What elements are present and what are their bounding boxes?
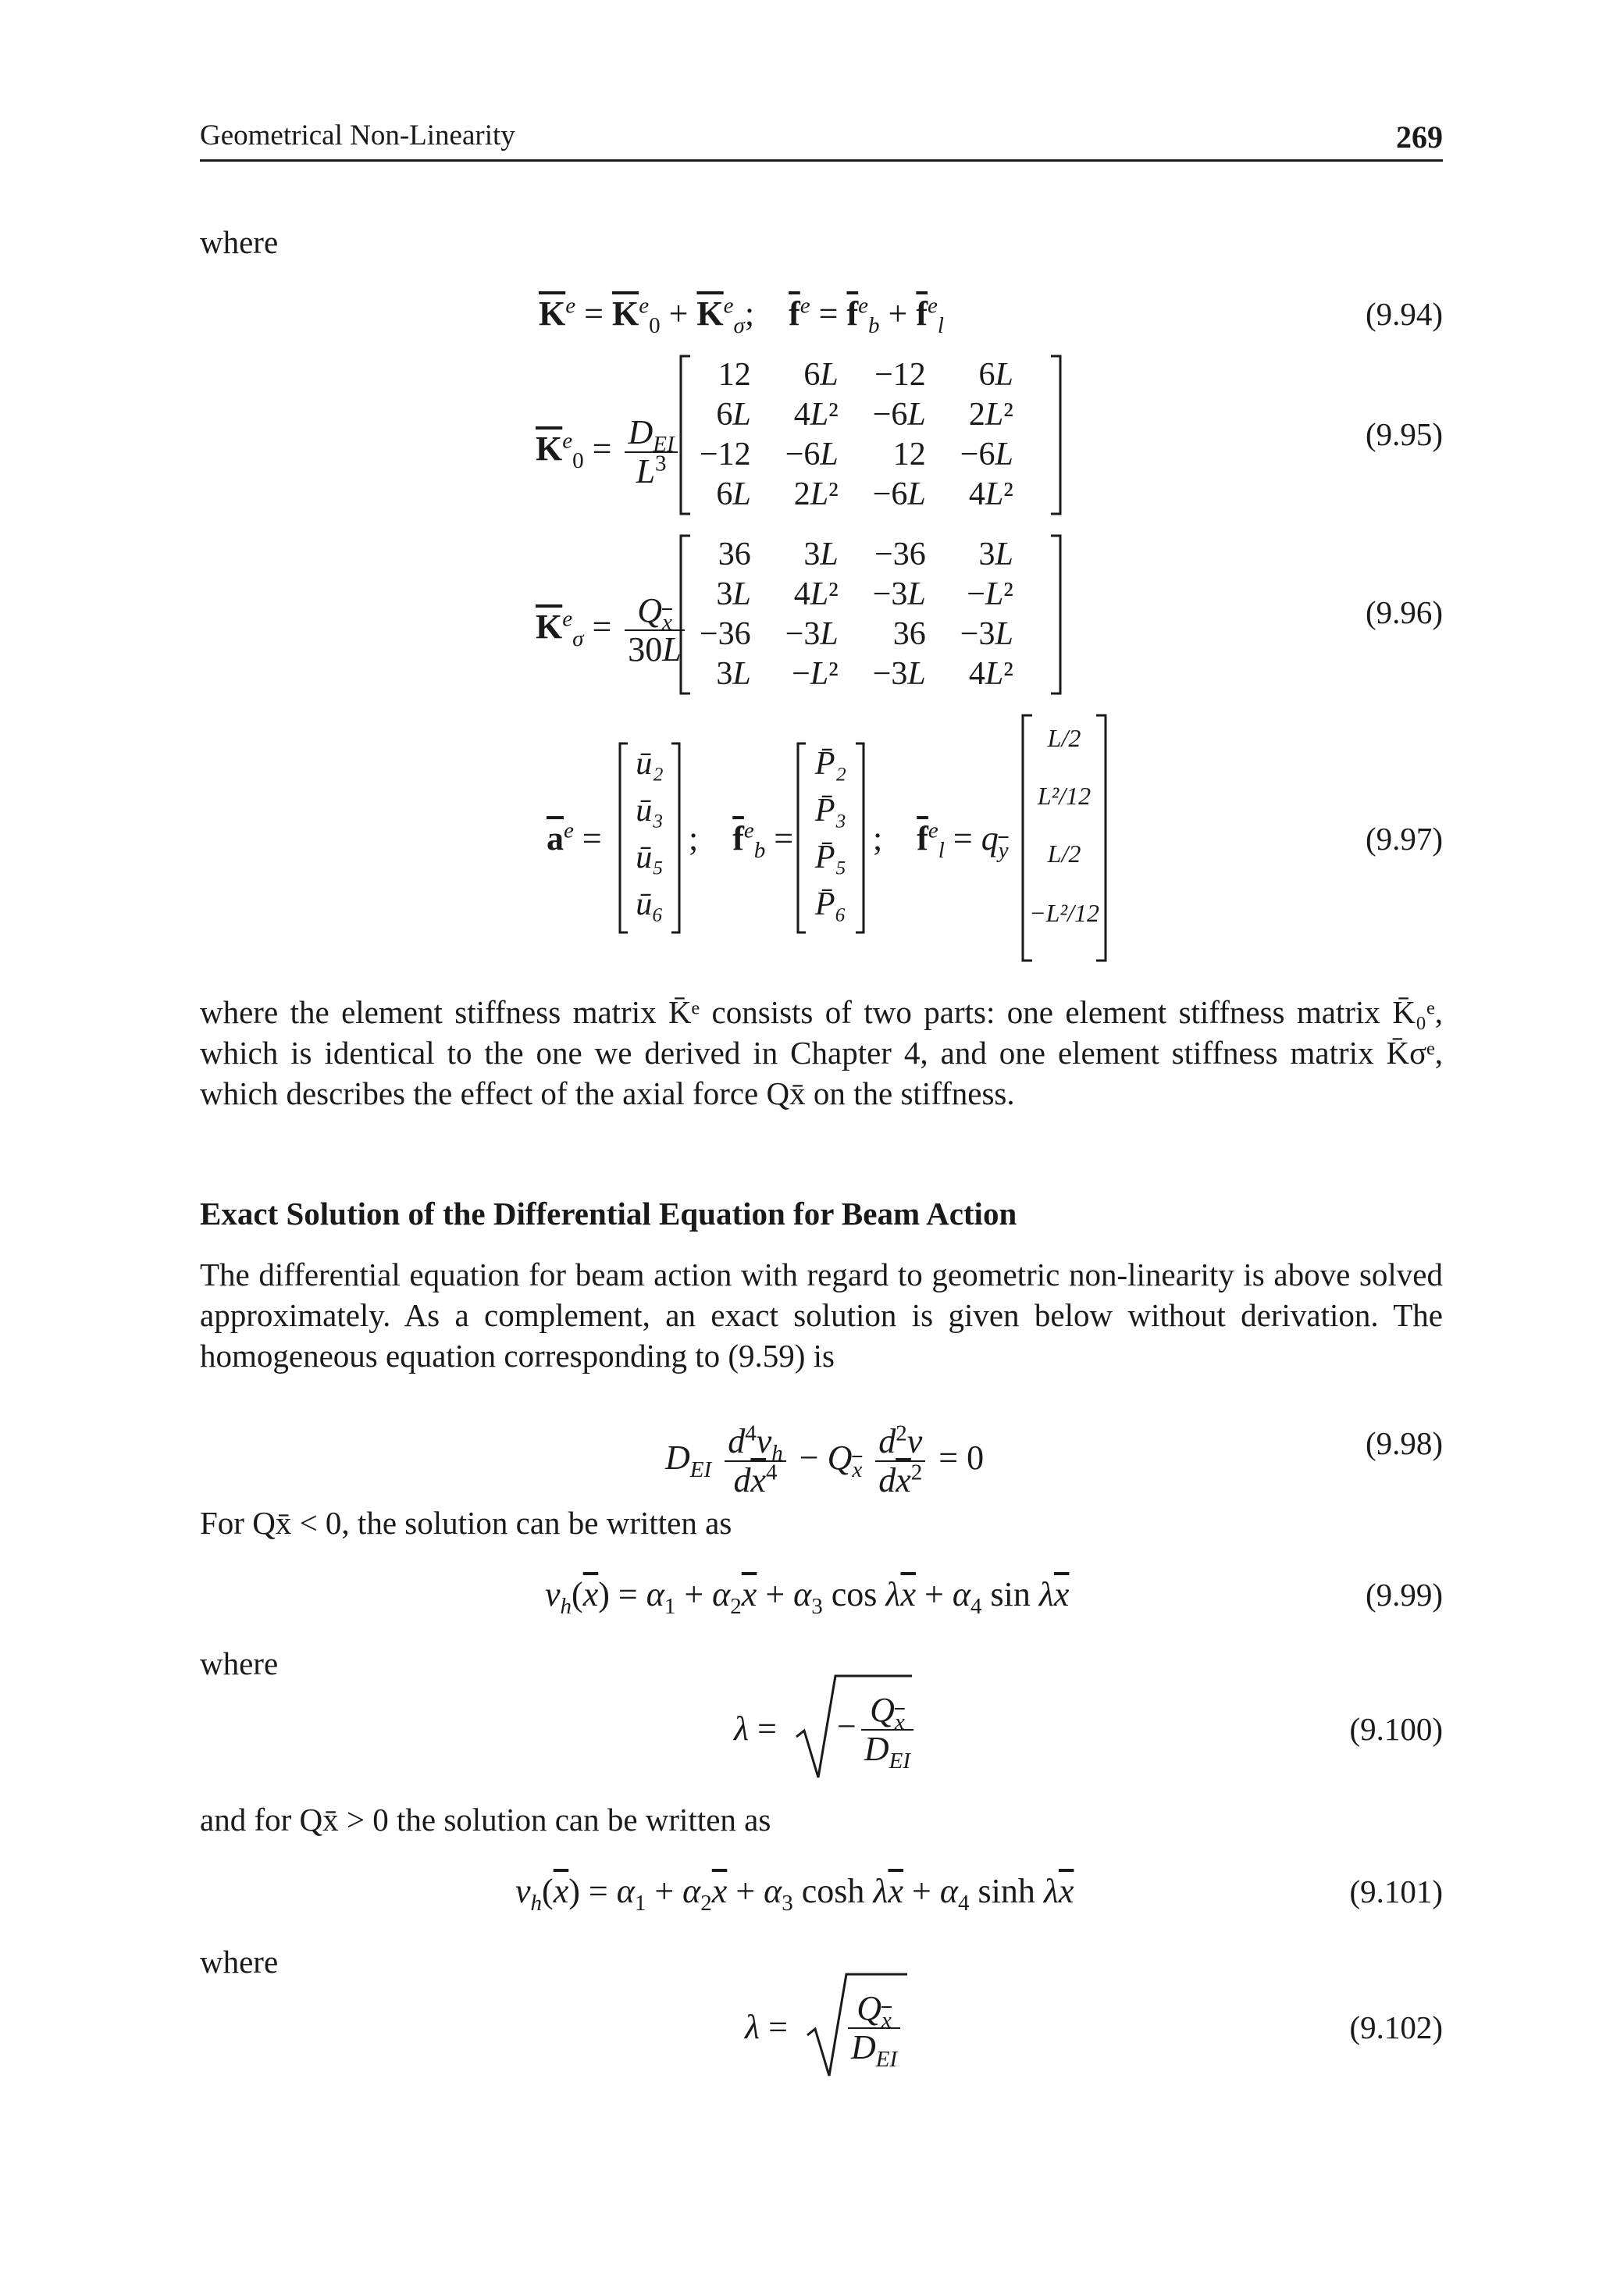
section-heading: Exact Solution of the Differential Equation for Beam Action [200,1196,1017,1232]
matrix-entry: 3L [716,656,751,692]
equation-number: (9.101) [1349,1874,1443,1909]
equation-number: (9.97) [1365,821,1443,857]
vector-entry: ū₆ [636,886,664,922]
paragraph: where the element stiffness matrix K̄ᵉ consists of two parts: one element stiffness matrix K̄₀ᵉ, which is identical to the one we derived in Chapter 4, and one element stiffness matrix K̄σᵉ, which describes the effect of the axial force Qx̄ on the stiffness. [200,994,1443,1111]
fl-vector-lhs: ; $\overline{f}^e_l = q_{\overline{y}}$ [873,818,1009,863]
a-vector-lhs: $\overline{a}^e$ = [547,818,602,857]
page-header [200,116,1443,162]
vector-entry: L/2 [1047,724,1081,752]
ks-matrix [679,533,1062,697]
matrix-entry: 6L [978,357,1013,393]
fb-vector-lhs: ; $\overline{f}^e_b$ = [689,818,794,863]
matrix-entry: 6L [716,397,751,433]
matrix-row [682,535,1031,575]
matrix-row [682,615,1031,654]
paragraph: and for Qx̄ > 0 the solution can be written as [200,1802,771,1838]
equation-9-102-lhs: λ = [745,2008,788,2046]
matrix-entry: 12 [892,437,926,472]
k0-lhs: $\overline{K}^e_0$ = $\frac{D_{EI}}{L^3}$ [536,414,682,490]
k0-entries [682,355,1031,515]
where-text: where [200,224,279,260]
matrix-row [682,435,1031,475]
equation-number: (9.94) [1365,296,1443,332]
vector-entry: L/2 [1047,840,1081,868]
equation-9-94: $\overline{K}^e = \overline{K}^e_0 + \overline{K}^e_\sigma$; $\overline{f}^e = \overline{f}^e_b + \overline{f}^e_l$ [539,293,944,338]
matrix-entry: 36 [718,537,751,572]
equation-9-98: $D_{EI}$ $\frac{d^4v_h}{d\overline{x}^4}$ − $Q_{\overline{x}}$ $\frac{d^2v}{d\overline{x}^2}$ = 0 [665,1421,985,1499]
matrix-entry: −3L [872,656,926,692]
fb-vector [796,740,865,936]
equation-number: (9.96) [1365,594,1443,630]
matrix-entry: −3L [872,576,926,612]
matrix-row [682,395,1031,435]
k0-matrix [679,353,1062,517]
matrix-entry: 3L [716,576,751,612]
matrix-entry: 2L² [793,476,839,512]
matrix-entry: 4L² [968,656,1013,692]
page-number: 269 [1396,119,1443,155]
equation-9-101: $v_h(\overline{x}) = \alpha_1 + \alpha_2\overline{x} + \alpha_3$ $\cosh \lambda\overline{x} + \alpha_4$ $\sinh \lambda\overline{x}$ [515,1872,1074,1916]
matrix-entry: −3L [785,616,839,652]
vector-entry: P̄₂ [814,746,847,782]
square-root: − $\frac{Q_{\overline{x}}}{D_{EI}}$ [795,1671,912,1781]
matrix-entry: −12 [700,437,751,472]
matrix-entry: 2L² [968,397,1013,433]
matrix-entry: −12 [874,357,926,393]
matrix-entry: 12 [718,357,751,393]
matrix-entry: −6L [960,437,1013,472]
equation-number: (9.95) [1365,416,1443,452]
vector-entry: ū₃ [636,793,664,829]
matrix-entry: −6L [785,437,839,472]
vector-entry: ū₅ [636,840,664,875]
matrix-entry: 4L² [968,476,1013,512]
ks-entries [682,535,1031,694]
vector-entry: P̄₅ [814,840,847,875]
equation-number: (9.99) [1365,1577,1443,1613]
matrix-row [682,654,1031,694]
matrix-entry: −L² [792,656,839,692]
matrix-entry: −36 [874,537,926,572]
matrix-entry: 4L² [793,397,839,433]
where-text: where [200,1645,279,1681]
matrix-entry: −6L [872,476,926,512]
equation-9-100-lhs: λ = [734,1710,777,1748]
matrix-entry: 6L [716,476,751,512]
paragraph: The differential equation for beam action with regard to geometric non-linearity is above solved approximately. As a complement, an exact solution is given below without derivation. The homogeneous equation corresponding to (9.59) is [200,1257,1443,1374]
paragraph: For Qx̄ < 0, the solution can be written as [200,1505,732,1541]
matrix-entry: 3L [803,537,839,572]
fl-vector [1021,712,1107,964]
running-title: Geometrical Non-Linearity [200,119,515,152]
where-text: where [200,1944,279,1980]
matrix-entry: 36 [892,616,926,652]
matrix-row [682,475,1031,515]
vector-entry: P̄₆ [814,886,847,922]
matrix-row [682,355,1031,395]
matrix-entry: −6L [872,397,926,433]
equation-number: (9.100) [1349,1711,1443,1747]
matrix-entry: 3L [978,537,1013,572]
ks-lhs: $\overline{K}^e_\sigma$ = $\frac{Q_{\overline{x}}}{30L}$ [536,592,689,668]
equation-number: (9.102) [1349,2009,1443,2045]
vector-entry: ū₂ [636,746,664,782]
matrix-entry: 4L² [793,576,839,612]
equation-number: (9.98) [1365,1425,1443,1461]
matrix-entry: −L² [967,576,1013,612]
a-vector [618,740,681,936]
vector-entry: P̄₃ [814,793,847,829]
equation-9-99: $v_h(\overline{x}) = \alpha_1 + \alpha_2\overline{x} + \alpha_3$ $\cos \lambda\overline{x} + \alpha_4$ $\sin \lambda\overline{x}$ [545,1575,1070,1619]
matrix-row [682,575,1031,615]
vector-entry: −L²/12 [1029,899,1099,927]
matrix-entry: −3L [960,616,1013,652]
matrix-entry: 6L [803,357,839,393]
vector-entry: L²/12 [1037,782,1092,810]
matrix-entry: −36 [700,616,751,652]
square-root: $\frac{Q_{\overline{x}}}{D_{EI}}$ [806,1970,907,2079]
